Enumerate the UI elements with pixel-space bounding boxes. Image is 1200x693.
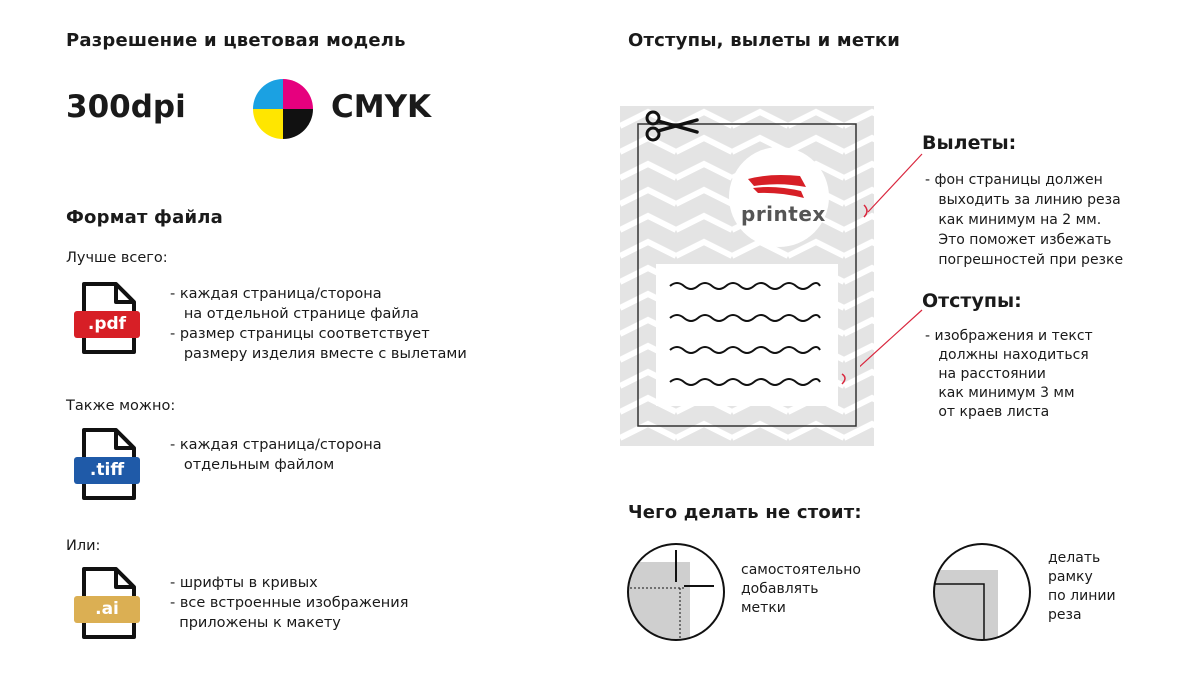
- dont-text-2: делать рамку по линии реза: [1048, 550, 1116, 623]
- ai-tag: .ai: [74, 596, 140, 623]
- or-label: Или:: [66, 538, 101, 554]
- ai-file-icon: [72, 567, 142, 647]
- margin-text: - изображения и текст должны находиться на расстоянии как минимум 3 мм от краев листа: [925, 328, 1093, 420]
- dont-text-1: самостоятельно добавлять метки: [741, 562, 861, 616]
- printex-logo-text: printex: [741, 202, 826, 226]
- best-label: Лучше всего:: [66, 250, 168, 266]
- bleed-text: - фон страницы должен выходить за линию реза как минимум на 2 мм. Это поможет избежать погрешностей при резке: [925, 172, 1124, 268]
- cmyk-circle-icon: [253, 79, 313, 139]
- tiff-description: - каждая страница/сторона отдельным файлом: [170, 437, 382, 473]
- format-heading: Формат файла: [66, 207, 224, 228]
- crop-marks-example-icon: [626, 542, 726, 642]
- pdf-file-icon: [72, 282, 142, 362]
- dpi-value: 300dpi: [66, 89, 186, 125]
- ai-description: - шрифты в кривых - все встроенные изображения приложены к макету: [170, 575, 409, 631]
- tiff-tag: .tiff: [74, 457, 140, 484]
- dont-heading: Чего делать не стоит:: [628, 502, 862, 523]
- also-label: Также можно:: [66, 398, 176, 414]
- color-model-value: CMYK: [331, 89, 432, 125]
- tiff-file-icon: [72, 428, 142, 508]
- bleed-title: Вылеты:: [922, 132, 1017, 154]
- margin-title: Отступы:: [922, 290, 1022, 312]
- pdf-description: - каждая страница/сторона на отдельной странице файла - размер страницы соответствует размеру изделия вместе с вылетами: [170, 286, 467, 362]
- margins-heading: Отступы, вылеты и метки: [628, 30, 901, 51]
- frame-on-cutline-example-icon: [932, 542, 1032, 642]
- scissors-icon: [643, 110, 699, 142]
- resolution-heading: Разрешение и цветовая модель: [66, 30, 406, 51]
- page-bleed-diagram: [620, 106, 874, 446]
- pdf-tag: .pdf: [74, 311, 140, 338]
